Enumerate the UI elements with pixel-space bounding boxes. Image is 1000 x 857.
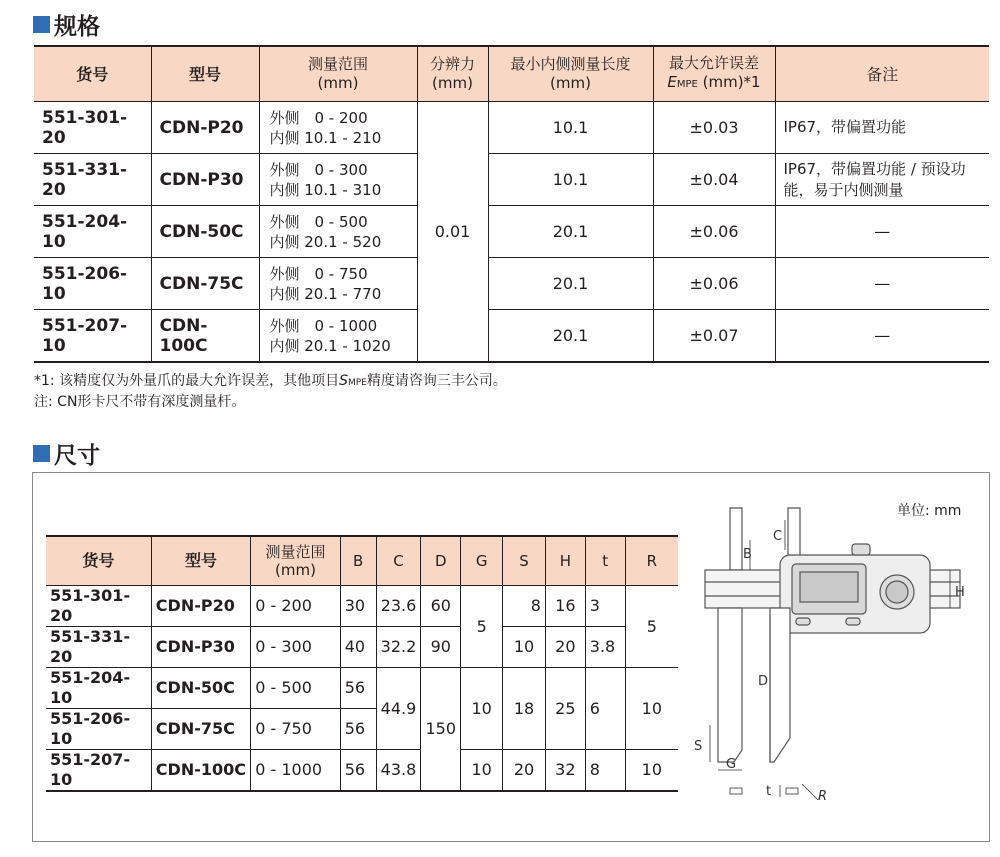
header-note: 备注 — [775, 46, 989, 102]
range-cell: 0 - 500 — [251, 668, 341, 709]
table-row — [34, 102, 989, 154]
heading-square-icon — [33, 16, 50, 33]
table-row — [34, 310, 989, 363]
range-cell: 0 - 300 — [251, 627, 341, 668]
table-row — [46, 627, 678, 668]
t-cell: 3 — [585, 586, 625, 627]
range-cell: 外侧 0 - 300 内侧 10.1 - 310 — [259, 154, 417, 206]
model-cell: CDN-100C — [151, 310, 259, 363]
h-cell: 25 — [545, 668, 585, 750]
header-range: 测量范围 (mm) — [259, 46, 417, 102]
note-cell: — — [775, 258, 989, 310]
dim-label-B: B — [743, 547, 752, 562]
header-G: G — [461, 536, 503, 586]
h-cell: 32 — [545, 750, 585, 792]
header-B: B — [340, 536, 376, 586]
spec-header-row — [34, 46, 989, 102]
dims-table — [46, 535, 678, 792]
r-cell: 10 — [625, 750, 678, 792]
spec-title: 规格 — [54, 14, 100, 40]
c-cell: 32.2 — [376, 627, 421, 668]
header-code: 货号 — [34, 46, 151, 102]
header-t: t — [585, 536, 625, 586]
model-cell: CDN-50C — [151, 206, 259, 258]
model-cell: CDN-P30 — [151, 154, 259, 206]
dims-heading — [33, 437, 100, 470]
header-D: D — [421, 536, 461, 586]
model-cell: CDN-100C — [151, 750, 250, 792]
header-model: 型号 — [151, 536, 250, 586]
min-length-cell: 10.1 — [488, 102, 653, 154]
h-cell: 16 — [545, 586, 585, 627]
dims-header-row — [46, 536, 678, 586]
dim-label-C: C — [773, 529, 783, 544]
range-cell: 0 - 750 — [251, 709, 341, 750]
h-cell: 20 — [545, 627, 585, 668]
footnote-2: 注: CN形卡尺不带有深度测量杆。 — [34, 394, 246, 410]
note-cell: — — [775, 310, 989, 363]
error-cell: ±0.06 — [653, 206, 775, 258]
header-C: C — [376, 536, 421, 586]
s-cell: 10 — [503, 627, 546, 668]
d-cell: 150 — [421, 668, 461, 792]
b-cell: 56 — [340, 709, 376, 750]
table-row — [34, 258, 989, 310]
code-cell: 551-206-10 — [46, 709, 151, 750]
dim-label-t: t — [766, 784, 772, 799]
model-cell: CDN-P20 — [151, 102, 259, 154]
d-cell: 60 — [421, 586, 461, 627]
range-cell: 外侧 0 - 1000 内侧 20.1 - 1020 — [259, 310, 417, 363]
header-model: 型号 — [151, 46, 259, 102]
g-cell: 5 — [461, 586, 503, 668]
code-cell: 551-204-10 — [34, 206, 151, 258]
t-cell: 6 — [585, 668, 625, 750]
note-cell: IP67，带偏置功能 / 预设功能，易于内侧测量 — [775, 154, 989, 206]
range-cell: 0 - 1000 — [251, 750, 341, 792]
resolution-cell: 0.01 — [417, 102, 488, 363]
model-cell: CDN-P30 — [151, 627, 250, 668]
r-cell: 10 — [625, 668, 678, 750]
header-R: R — [625, 536, 678, 586]
table-row — [46, 668, 678, 709]
header-H: H — [545, 536, 585, 586]
error-cell: ±0.07 — [653, 310, 775, 363]
table-row — [46, 586, 678, 627]
unit-label: 单位: mm — [897, 503, 962, 519]
header-range: 测量范围 (mm) — [251, 536, 341, 586]
g-cell: 10 — [461, 750, 503, 792]
note-cell: IP67，带偏置功能 — [775, 102, 989, 154]
spec-table — [34, 45, 989, 363]
s-cell: 8 — [503, 586, 546, 627]
error-cell: ±0.03 — [653, 102, 775, 154]
s-cell: 20 — [503, 750, 546, 792]
b-cell: 56 — [340, 668, 376, 709]
min-length-cell: 20.1 — [488, 258, 653, 310]
range-cell: 外侧 0 - 500 内侧 20.1 - 520 — [259, 206, 417, 258]
header-S: S — [503, 536, 546, 586]
table-row — [34, 154, 989, 206]
b-cell: 56 — [340, 750, 376, 792]
model-cell: CDN-75C — [151, 709, 250, 750]
dims-title: 尺寸 — [54, 443, 100, 469]
g-cell: 10 — [461, 668, 503, 750]
header-max-error: 最大允许误差 EMPE (mm)*1 — [653, 46, 775, 102]
error-cell: ±0.04 — [653, 154, 775, 206]
dim-label-S: S — [694, 739, 703, 754]
code-cell: 551-207-10 — [46, 750, 151, 792]
t-cell: 8 — [585, 750, 625, 792]
code-cell: 551-301-20 — [34, 102, 151, 154]
min-length-cell: 20.1 — [488, 310, 653, 363]
c-cell: 43.8 — [376, 750, 421, 792]
min-length-cell: 20.1 — [488, 206, 653, 258]
range-cell: 外侧 0 - 200 内侧 10.1 - 210 — [259, 102, 417, 154]
footnote-1: *1: 该精度仅为外量爪的最大允许误差，其他项目SMPE精度请咨询三丰公司。 — [34, 373, 507, 389]
header-resolution: 分辨力 (mm) — [417, 46, 488, 102]
code-cell: 551-331-20 — [46, 627, 151, 668]
d-cell: 90 — [421, 627, 461, 668]
header-code: 货号 — [46, 536, 151, 586]
dim-label-D: D — [758, 674, 769, 689]
heading-square-icon — [33, 445, 50, 462]
b-cell: 30 — [340, 586, 376, 627]
note-cell: — — [775, 206, 989, 258]
t-cell: 3.8 — [585, 627, 625, 668]
s-cell: 18 — [503, 668, 546, 750]
b-cell: 40 — [340, 627, 376, 668]
range-cell: 0 - 200 — [251, 586, 341, 627]
c-cell: 23.6 — [376, 586, 421, 627]
caliper-drawing — [690, 500, 975, 820]
code-cell: 551-331-20 — [34, 154, 151, 206]
code-cell: 551-204-10 — [46, 668, 151, 709]
range-cell: 外侧 0 - 750 内侧 20.1 - 770 — [259, 258, 417, 310]
r-cell: 5 — [625, 586, 678, 668]
table-row — [34, 206, 989, 258]
model-cell: CDN-P20 — [151, 586, 250, 627]
error-cell: ±0.06 — [653, 258, 775, 310]
model-cell: CDN-50C — [151, 668, 250, 709]
dim-label-R: R — [818, 789, 828, 804]
min-length-cell: 10.1 — [488, 154, 653, 206]
c-cell: 44.9 — [376, 668, 421, 750]
table-row — [46, 750, 678, 792]
dim-label-H: H — [955, 585, 965, 600]
model-cell: CDN-75C — [151, 258, 259, 310]
code-cell: 551-206-10 — [34, 258, 151, 310]
code-cell: 551-301-20 — [46, 586, 151, 627]
code-cell: 551-207-10 — [34, 310, 151, 363]
dim-label-G: G — [726, 757, 737, 772]
header-min-inner-length: 最小内侧测量长度 (mm) — [488, 46, 653, 102]
spec-heading — [33, 8, 100, 41]
